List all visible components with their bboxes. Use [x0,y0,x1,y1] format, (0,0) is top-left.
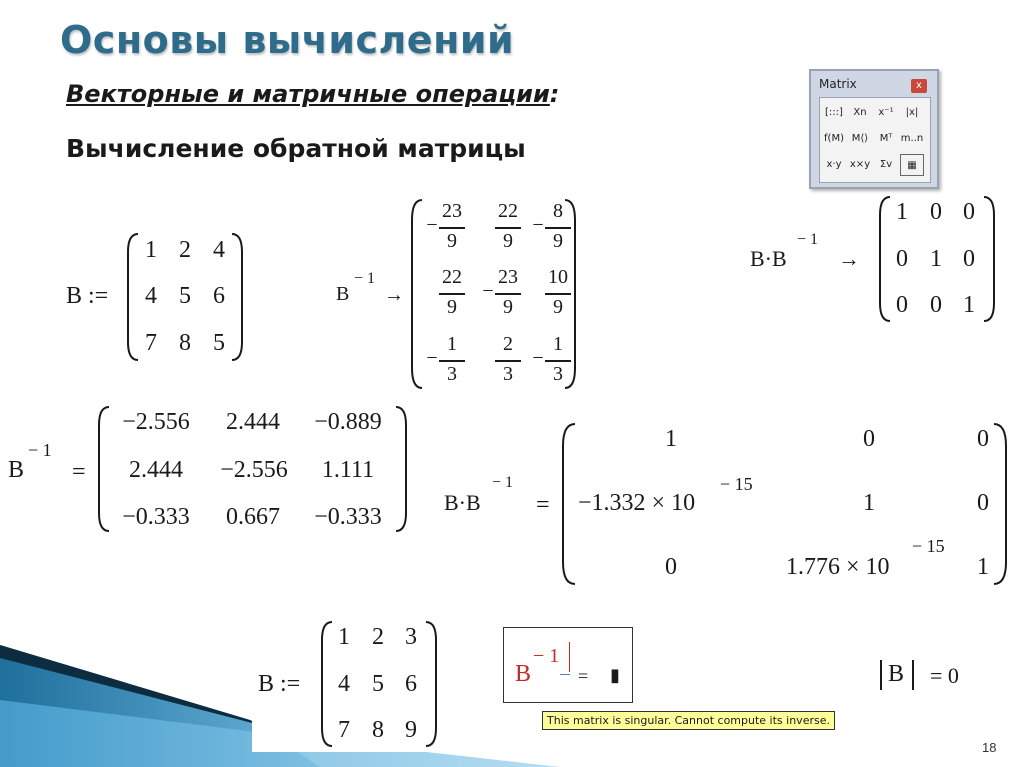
matrix-cell: 0 [963,199,975,225]
fraction-numerator: 2 [503,333,513,355]
matrix-cell: 4 [213,237,225,263]
matrix-cell: 7 [338,717,350,743]
singular-label: B [515,661,532,687]
close-icon[interactable]: x [911,79,927,93]
equals-sign: = [72,459,86,485]
matrix-cell: 4 [338,671,350,697]
picture-button[interactable]: ▦ [900,154,924,176]
singular-exponent: − 1 [533,645,560,667]
fraction-bar [495,360,521,362]
matrix-cell: 6 [213,283,225,309]
product-exponent: − 1 [797,231,819,248]
fraction-numerator: 22 [442,266,462,288]
arrow: → [384,284,404,306]
matrix-cell: 0 [977,426,989,452]
matrix-b2-label: B := [258,671,301,697]
slide-subtitle [66,80,559,108]
fraction-numerator: 8 [553,200,563,222]
matrix-cell: 1 [863,490,875,516]
equals-sign: = [578,666,589,686]
fraction-numerator: 10 [548,266,568,288]
matrix-cell: 0 [963,246,975,272]
matrix-cell: −0.333 [314,504,382,530]
page-number: 18 [982,740,997,755]
vectorize-button[interactable]: f(M) [824,133,844,144]
determinant-label: B [888,661,905,687]
fraction-numerator: 23 [498,266,518,288]
inverse-label: B [8,457,25,483]
fraction-denominator: 9 [553,296,563,318]
right-bracket [394,405,408,535]
determinant-button[interactable]: |x| [905,107,919,118]
matrix-cell: 2 [179,237,191,263]
matrix-b-label: B := [66,283,109,309]
cross-product-button[interactable]: x×y [849,159,871,170]
fraction-bar [545,360,571,362]
determinant-bar-left [880,660,882,690]
matrix-cell: 1 [977,554,989,580]
inverse-button[interactable]: x⁻¹ [878,107,894,118]
subtitle-colon: : [549,80,560,108]
dot-product-button[interactable]: x·y [826,159,842,170]
left-bracket [561,422,577,586]
matrix-cell: 1.111 [321,457,375,483]
right-bracket [424,620,438,750]
matrix-cell: 5 [372,671,384,697]
matrix-cell: 8 [372,717,384,743]
error-tooltip: This matrix is singular. Cannot compute its inverse. [542,711,835,730]
matrix-insert-button[interactable]: [:::] [825,107,843,118]
fraction-denominator: 9 [447,230,457,252]
fraction-denominator: 9 [503,230,513,252]
determinant-result: = 0 [930,663,959,688]
error-underline [560,674,570,675]
fraction-denominator: 9 [553,230,563,252]
fraction-sign: − [482,280,494,302]
fraction-bar [439,360,465,362]
fraction-numerator: 1 [553,333,563,355]
toolbar-title: Matrix [819,77,857,91]
product-exponent: − 1 [492,474,514,491]
placeholder-cursor[interactable]: ▮ [610,665,620,685]
matrix-cell: −0.333 [122,504,190,530]
equals-sign: = [536,492,550,518]
fraction-denominator: 3 [553,363,563,385]
determinant-bar-right [912,660,914,690]
matrix-cell: −2.556 [122,409,190,435]
fraction-sign: − [532,214,544,236]
matrix-cell: 0 [896,246,908,272]
matrix-cell: 2.444 [226,409,280,435]
matrix-cell: 1 [930,246,942,272]
matrix-cell: −2.556 [220,457,288,483]
matrix-cell: 1 [896,199,908,225]
subtitle-text: Векторные и матричные операции [66,80,550,108]
right-bracket [230,232,244,362]
inverse-label: B [336,283,350,305]
fraction-bar [439,293,465,295]
matrix-cell: 5 [179,283,191,309]
fraction-bar [495,293,521,295]
left-bracket [410,198,424,390]
matrix-cell: 8 [179,330,191,356]
matrix-cell: 2.444 [129,457,183,483]
matrix-cell: 0 [665,554,677,580]
matrix-cell: 1 [145,237,157,263]
matrix-cell: 5 [213,330,225,356]
matrix-cell: 0 [930,199,942,225]
range-button[interactable]: m..n [900,133,924,144]
inverse-exponent: − 1 [28,440,52,460]
fraction-sign: − [426,347,438,369]
matrix-cell: 3 [405,624,417,650]
fraction-sign: − [532,347,544,369]
column-button[interactable]: M⟨⟩ [851,133,869,144]
subscript-button[interactable]: Xn [853,107,867,118]
matrix-cell: 0.667 [226,504,280,530]
matrix-cell: 1 [665,426,677,452]
matrix-cell: 1 [338,624,350,650]
section-heading: Вычисление обратной матрицы [66,134,526,163]
fraction-denominator: 3 [447,363,457,385]
vector-sum-button[interactable]: Σv [879,159,893,170]
fraction-sign: − [426,214,438,236]
matrix-cell: −1.332 × 10 [578,490,696,516]
fraction-denominator: 9 [503,296,513,318]
matrix-cell: 7 [145,330,157,356]
right-bracket [982,195,996,325]
matrix-cell: 0 [977,490,989,516]
fraction-denominator: 3 [503,363,513,385]
fraction-numerator: 1 [447,333,457,355]
transpose-button[interactable]: Mᵀ [879,133,893,144]
matrix-cell: −0.889 [314,409,382,435]
fraction-bar [439,227,465,229]
matrix-toolbar [809,69,939,189]
product-label: B·B [750,246,787,271]
matrix-cell: 2 [372,624,384,650]
matrix-cell: 9 [405,717,417,743]
fraction-bar [495,227,521,229]
fraction-denominator: 9 [447,296,457,318]
matrix-cell: 6 [405,671,417,697]
matrix-cell: 0 [930,292,942,318]
error-region[interactable] [503,627,633,703]
inverse-exponent: − 1 [354,270,376,287]
power-exponent: − 15 [912,536,945,556]
left-bracket [97,405,111,535]
matrix-cell: 4 [145,283,157,309]
slide-title: Основы вычислений [60,18,515,62]
fraction-numerator: 23 [442,200,462,222]
fraction-bar [545,293,571,295]
product-label: B·B [444,490,481,515]
matrix-cell: 0 [896,292,908,318]
error-cursor [569,642,570,672]
toolbar-panel [819,97,931,183]
matrix-cell: 0 [863,426,875,452]
matrix-cell: 1.776 × 10 [786,554,890,580]
fraction-numerator: 22 [498,200,518,222]
arrow: → [838,246,860,271]
power-exponent: − 15 [720,474,753,494]
fraction-bar [545,227,571,229]
matrix-cell: 1 [963,292,975,318]
